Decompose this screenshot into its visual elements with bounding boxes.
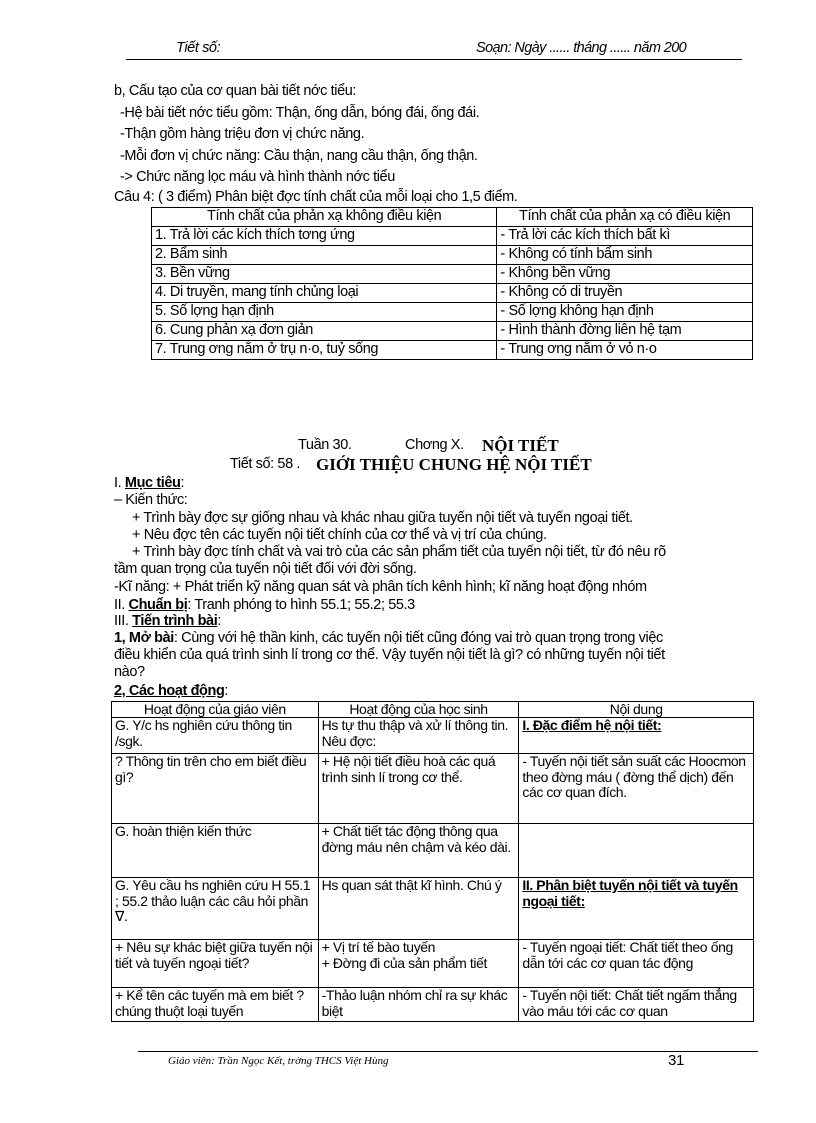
table-cell: [519, 718, 754, 754]
table-cell: - Số lợng không hạn định: [497, 303, 753, 322]
activities-label: 2, Các hoạt động: [114, 683, 225, 699]
page-number: 31: [668, 1052, 684, 1069]
table-cell: + Hệ nội tiết điều hoà các quá trình sinh lí trong cơ thể.: [318, 754, 519, 824]
footer-teacher: Giáo viên: Trần Ngọc Kết, trờng THCS Việt Hùng: [168, 1055, 389, 1067]
table-cell: 7. Trung ơng nằm ở trụ n·o, tuỷ sống: [152, 341, 497, 360]
table-row: [112, 718, 754, 754]
objectives-number: I.: [114, 475, 122, 491]
prep-number: II.: [114, 597, 125, 613]
knowledge-label: – Kiến thức:: [114, 492, 188, 508]
table-cell: + Kể tên các tuyến mà em biết ?chúng thuột loại tuyến: [112, 988, 319, 1022]
period-title: GIỚI THIỆU CHUNG HỆ NỘI TIẾT: [316, 455, 592, 474]
table-row: [112, 940, 754, 988]
reflex-comparison-table: [151, 207, 753, 360]
table-cell: - Không bền vững: [497, 265, 753, 284]
table-cell: - Không có di truyền: [497, 284, 753, 303]
opening-line: [114, 630, 663, 646]
objective-item-1: + Trình bày đợc sự giống nhau và khác nhau giữa tuyến nội tiết và tuyến ngoại tiết.: [132, 510, 633, 526]
header-lesson-number: Tiết số:: [176, 40, 221, 56]
table-cell: -Thảo luận nhóm chỉ ra sự khác biệt: [318, 988, 519, 1022]
period-prefix: Tiết số: 58 .: [230, 456, 301, 472]
opening-line-2: điều khiển của quá trình sinh lí trong cơ thể. Vậy tuyến nội tiết là gì? có những tuyến nội tiết: [114, 647, 665, 663]
table-cell: [519, 824, 754, 878]
table-cell: 5. Số lợng hạn định: [152, 303, 497, 322]
table-header-cell: Nội dung: [519, 702, 754, 718]
table-row: [112, 988, 754, 1022]
section-b-line-1: -Hệ bài tiết nớc tiểu gồm: Thận, ống dẫn, bóng đái, ống đái.: [120, 105, 480, 121]
process-number: III.: [114, 613, 129, 629]
section-heading: I. Đặc điểm hệ nội tiết:: [522, 717, 662, 733]
table-cell: ? Thông tin trên cho em biết điều gì?: [112, 754, 319, 824]
process-label: Tiến trình bài: [132, 613, 218, 629]
objectives-heading: I. Mục tiêu:: [114, 475, 185, 491]
table-header-cell: Tính chất của phản xạ không điều kiện: [152, 208, 497, 227]
table-cell: + Nêu sự khác biệt giữa tuyến nội tiết và tuyến ngoại tiết?: [112, 940, 319, 988]
table-cell: 4. Di truyền, mang tính chủng loại: [152, 284, 497, 303]
table-row: [152, 341, 753, 360]
table-cell: 2. Bẩm sinh: [152, 246, 497, 265]
footer-rule: [138, 1051, 758, 1052]
table-row: [112, 878, 754, 940]
table-row: [152, 265, 753, 284]
table-row: [112, 754, 754, 824]
table-row: [152, 246, 753, 265]
preparation-line: [114, 597, 415, 613]
section-b-title: b, Cấu tạo của cơ quan bài tiết nớc tiểu:: [114, 83, 357, 99]
table-header-row: [112, 702, 754, 718]
table-cell: - Trung ơng nằm ở vỏ n·o: [497, 341, 753, 360]
table-cell: - Tuyến nội tiết sản suất các Hoocmon theo đờng máu ( đờng thể dịch) đến các cơ quan đích.: [519, 754, 754, 824]
table-cell: G. Yêu cầu hs nghiên cứu H 55.1 ; 55.2 thảo luận các câu hỏi phần ∇.: [112, 878, 319, 940]
table-cell: + Vị trí tế bào tuyến + Đờng đi của sản phẩm tiết: [318, 940, 519, 988]
section-b-line-4: -> Chức năng lọc máu và hình thành nớc tiểu: [120, 169, 395, 185]
table-header-cell: Tính chất của phản xạ có điều kiện: [497, 208, 753, 227]
header-preparation-date: Soạn: Ngày ...... tháng ...... năm 200: [476, 40, 687, 56]
table-row: [152, 303, 753, 322]
table-header-cell: Hoạt động của học sinh: [318, 702, 519, 718]
week-label: Tuần 30.: [298, 437, 352, 453]
opening-label: 1, Mở bài: [114, 630, 174, 646]
process-heading: III. Tiến trình bài:: [114, 613, 221, 629]
table-cell: + Chất tiết tác động thông qua đờng máu nên chậm và kéo dài.: [318, 824, 519, 878]
table-row: [152, 284, 753, 303]
table-cell: [519, 878, 754, 940]
table-row: [152, 322, 753, 341]
section-heading: II. Phân biệt tuyến nội tiết và tuyến ngoại tiết:: [522, 877, 738, 909]
question-4: Câu 4: ( 3 điểm) Phân biệt đợc tính chất của mỗi loại cho 1,5 điểm.: [114, 189, 518, 205]
table-header-cell: Hoạt động của giáo viên: [112, 702, 319, 718]
opening-text: : Cùng với hệ thần kinh, các tuyến nội tiết cũng đóng vai trò quan trọng trong việc: [173, 630, 663, 646]
prep-label: Chuẩn bị: [128, 597, 188, 613]
table-header-row: [152, 208, 753, 227]
objective-item-2: + Nêu đợc tên các tuyến nội tiết chính của cơ thể và vị trí của chúng.: [132, 527, 547, 543]
chapter-prefix: Chơng X.: [405, 437, 464, 453]
header-rule: [126, 59, 742, 60]
table-cell: 1. Trả lời các kích thích tơng ứng: [152, 227, 497, 246]
table-cell: Hs quan sát thật kĩ hình. Chú ý: [318, 878, 519, 940]
table-row: [152, 227, 753, 246]
chapter-title: NỘI TIẾT: [482, 436, 559, 455]
table-cell: 3. Bền vững: [152, 265, 497, 284]
table-cell: - Hình thành đờng liên hệ tạm: [497, 322, 753, 341]
opening-line-3: nào?: [114, 664, 145, 680]
table-cell: Hs tự thu thập và xử lí thông tin. Nêu đợc:: [318, 718, 519, 754]
objective-item-3-cont: tầm quan trọng của tuyến nội tiết đối với đời sống.: [114, 561, 417, 577]
prep-text: : Tranh phóng to hình 55.1; 55.2; 55.3: [187, 597, 415, 613]
objectives-label: Mục tiêu: [124, 475, 181, 491]
table-cell: - Tuyến nội tiết: Chất tiết ngấm thẳng vào máu tới các cơ quan: [519, 988, 754, 1022]
objective-item-3: + Trình bày đợc tính chất và vai trò của các sản phẩm tiết của tuyến nội tiết, từ đó nêu rõ: [132, 544, 666, 560]
activities-table: [111, 701, 754, 1022]
table-cell: - Trả lời các kích thích bất kì: [497, 227, 753, 246]
table-cell: - Tuyến ngoại tiết: Chất tiết theo ống dẫn tới các cơ quan tác động: [519, 940, 754, 988]
table-cell: G. Y/c hs nghiên cứu thông tin /sgk.: [112, 718, 319, 754]
table-cell: G. hoàn thiện kiến thức: [112, 824, 319, 878]
activities-heading: 2, Các hoạt động:: [114, 683, 229, 699]
table-cell: - Không có tính bẩm sinh: [497, 246, 753, 265]
section-b-line-3: -Mỗi đơn vị chức năng: Cầu thận, nang cầu thận, ống thận.: [120, 148, 478, 164]
section-b-line-2: -Thận gồm hàng triệu đơn vị chức năng.: [120, 126, 365, 142]
table-row: [112, 824, 754, 878]
skills-line: -Kĩ năng: + Phát triển kỹ năng quan sát và phân tích kênh hình; kĩ năng hoạt động nhóm: [114, 579, 647, 595]
table-cell: 6. Cung phản xạ đơn giản: [152, 322, 497, 341]
